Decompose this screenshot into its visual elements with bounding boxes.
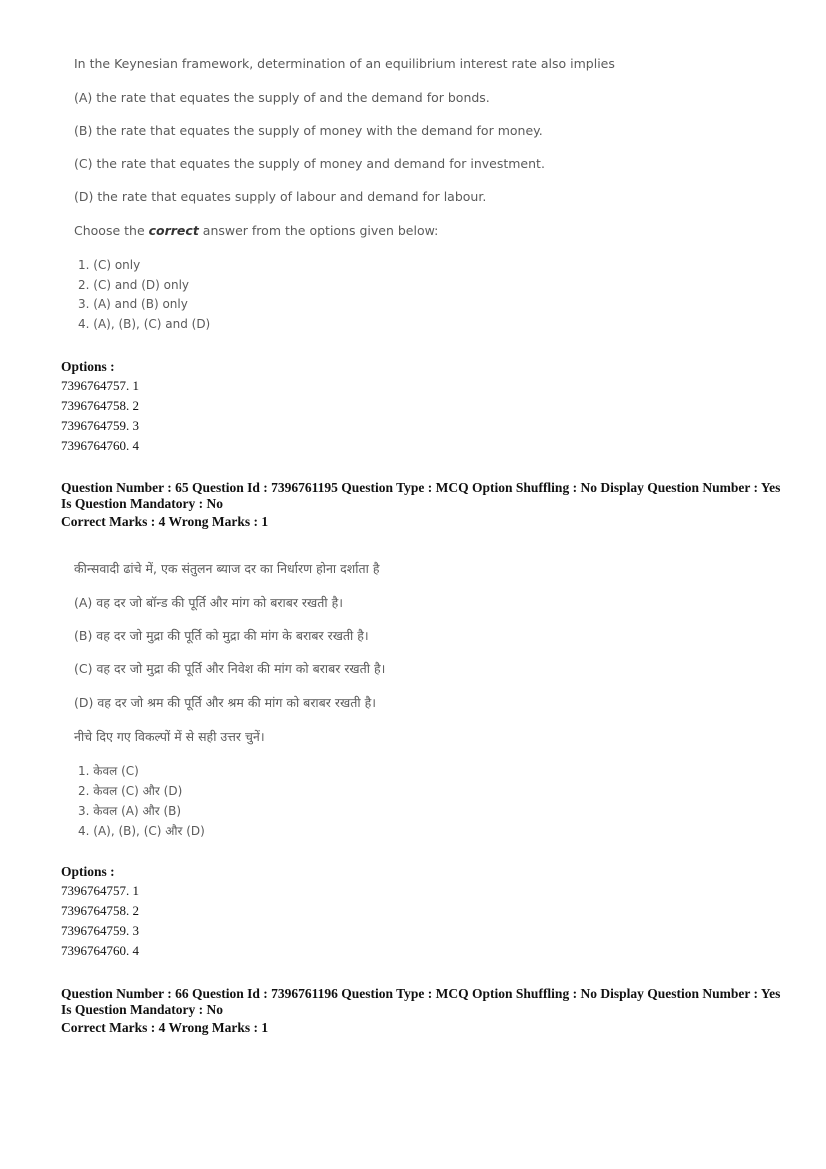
option-4-65: 7396764760. 4: [61, 943, 139, 958]
option-3: 7396764759. 3: [61, 418, 139, 433]
option-1-65: 7396764757. 1: [61, 883, 139, 898]
choice-2-hindi: 2. केवल (C) और (D): [78, 784, 183, 798]
choice-4: 4. (A), (B), (C) and (D): [78, 317, 211, 331]
statement-a-hindi: (A) वह दर जो बॉन्ड की पूर्ति और मांग को बराबर रखती है।: [74, 595, 343, 610]
statement-b: (B) the rate that equates the supply of money with the demand for money.: [74, 123, 543, 138]
question-66-marks: Correct Marks : 4 Wrong Marks : 1: [61, 1020, 269, 1035]
options-label-65: Options :: [61, 864, 115, 879]
instruction-emphasis: correct: [148, 223, 199, 238]
statement-d-hindi: (D) वह दर जो श्रम की पूर्ति और श्रम की मांग को बराबर रखती है।: [74, 695, 376, 710]
choice-3: 3. (A) and (B) only: [78, 297, 188, 311]
option-2-65: 7396764758. 2: [61, 903, 139, 918]
question-66-header: Question Number : 66 Question Id : 7396761196 Question Type : MCQ Option Shuffling : No Display Question Number : Yes: [61, 986, 781, 1001]
question-stem: In the Keynesian framework, determination of an equilibrium interest rate also implies: [74, 56, 615, 71]
choice-1: 1. (C) only: [78, 258, 141, 272]
choice-2: 2. (C) and (D) only: [78, 278, 190, 292]
option-3-65: 7396764759. 3: [61, 923, 139, 938]
statement-b-hindi: (B) वह दर जो मुद्रा की पूर्ति को मुद्रा की मांग के बराबर रखती है।: [74, 628, 369, 643]
question-65-header: Question Number : 65 Question Id : 7396761195 Question Type : MCQ Option Shuffling : No Display Question Number : Yes: [61, 480, 781, 495]
statement-a: (A) the rate that equates the supply of and the demand for bonds.: [74, 90, 490, 105]
statement-c: (C) the rate that equates the supply of money and demand for investment.: [74, 156, 545, 171]
question-65-marks: Correct Marks : 4 Wrong Marks : 1: [61, 514, 269, 529]
question-stem-hindi: कीन्सवादी ढांचे में, एक संतुलन ब्याज दर का निर्धारण होना दर्शाता है: [74, 561, 380, 576]
instruction: Choose the correct answer from the options given below:: [74, 223, 439, 238]
question-66-mandatory: Is Question Mandatory : No: [61, 1002, 224, 1017]
statement-c-hindi: (C) वह दर जो मुद्रा की पूर्ति और निवेश की मांग को बराबर रखती है।: [74, 661, 386, 676]
option-4: 7396764760. 4: [61, 438, 139, 453]
choice-4-hindi: 4. (A), (B), (C) और (D): [78, 824, 205, 838]
options-label: Options :: [61, 359, 115, 374]
option-2: 7396764758. 2: [61, 398, 139, 413]
option-1: 7396764757. 1: [61, 378, 139, 393]
instruction-hindi: नीचे दिए गए विकल्पों में से सही उत्तर चुनें।: [74, 729, 265, 744]
choice-1-hindi: 1. केवल (C): [78, 764, 139, 778]
choice-3-hindi: 3. केवल (A) और (B): [78, 804, 182, 818]
statement-d: (D) the rate that equates supply of labour and demand for labour.: [74, 189, 487, 204]
question-65-mandatory: Is Question Mandatory : No: [61, 496, 224, 511]
